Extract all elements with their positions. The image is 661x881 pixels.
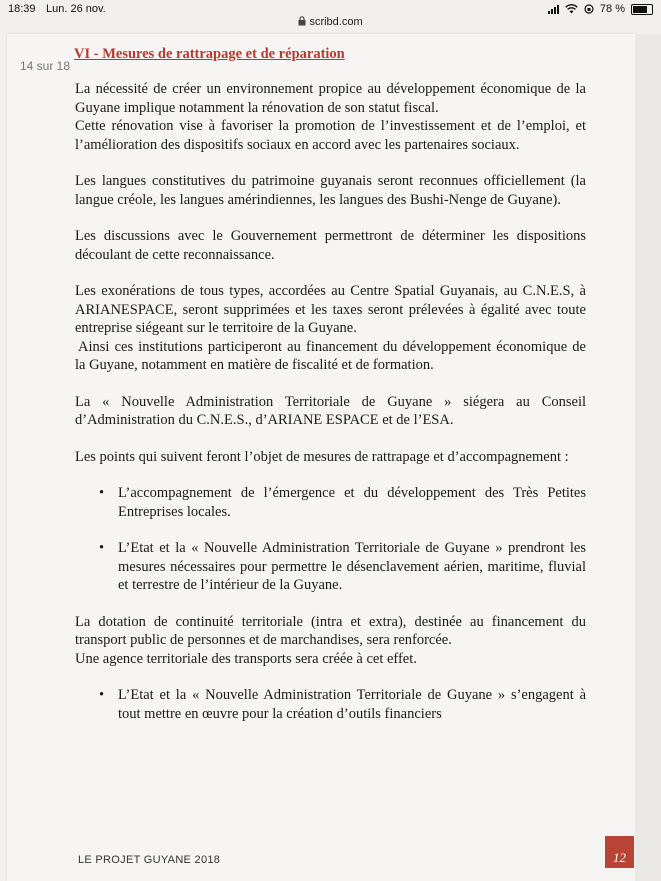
bullet-list	[75, 686, 586, 723]
bullet-list	[75, 484, 586, 521]
bullet-list	[75, 539, 586, 595]
paragraph: La nécessité de créer un environnement propice au développement économique de la Guyane implique notamment la rénovation de son statut fiscal.	[75, 81, 586, 116]
paragraph: Ainsi ces institutions participeront au financement du développement économique de la Guyane, notamment en matière de fiscalité et de formation.	[75, 338, 586, 373]
list-item-text: L’Etat et la « Nouvelle Administration Territoriale de Guyane » s’engagent à tout mettre en œuvre pour la création d’outils financiers	[118, 687, 586, 722]
paragraph: Les exonérations de tous types, accordées au Centre Spatial Guyanais, au C.N.E.S, à ARIANESPACE, seront supprimées et les taxes seront prélevées à égalité avec toute entreprise siégeant sur le territoire de la Guyane.	[75, 283, 586, 336]
paragraph: Cette rénovation vise à favoriser la promotion de l’investissement et de l’emploi, et l’amélioration des dispositifs sociaux en accord avec les partenaires sociaux.	[75, 118, 586, 153]
list-item-text: L’accompagnement de l’émergence et du développement des Très Petites Entreprises locales.	[118, 485, 586, 520]
status-time: 18:39	[8, 3, 36, 15]
section-heading: VI - Mesures de rattrapage et de réparation	[74, 46, 345, 62]
list-item	[75, 686, 586, 723]
battery-percent: 78 %	[599, 3, 625, 15]
bullet-icon: •	[99, 485, 105, 501]
list-item	[75, 539, 586, 595]
address-bar[interactable]	[0, 16, 661, 34]
page-number-badge: 12	[605, 836, 634, 868]
cellular-signal-icon	[548, 4, 559, 14]
page-footer: LE PROJET GUYANE 2018	[78, 854, 221, 866]
bullet-icon: •	[99, 540, 105, 556]
orientation-lock-icon	[584, 4, 594, 14]
status-date: Lun. 26 nov.	[46, 3, 106, 15]
wifi-icon	[565, 4, 578, 14]
list-item-text: L’Etat et la « Nouvelle Administration Territoriale de Guyane » prendront les mesures nécessaires pour permettre le désenclavement aérien, maritime, fluvial et terrestre de l’intérieur de la Guyane.	[118, 540, 586, 593]
status-right	[548, 3, 653, 15]
list-item	[75, 484, 586, 521]
scroll-area[interactable]	[635, 34, 661, 881]
address-host: scribd.com	[309, 16, 363, 28]
document-body	[75, 80, 586, 723]
paragraph: Les langues constitutives du patrimoine guyanais seront reconnues officiellement (la langue créole, les langues amérindiennes, les langues des Bushi-Nenge de Guyane).	[75, 173, 586, 208]
paragraph: Les discussions avec le Gouvernement permettront de déterminer les dispositions découlant de cette reconnaissance.	[75, 228, 586, 263]
page-counter: 14 sur 18	[20, 59, 71, 73]
lock-icon	[298, 16, 306, 26]
paragraph: La dotation de continuité territoriale (intra et extra), destinée au financement du transport public de personnes et de marchandises, sera renforcée.	[75, 613, 586, 648]
paragraph: Une agence territoriale des transports sera créée à cet effet.	[75, 650, 417, 667]
battery-icon	[631, 4, 653, 15]
paragraph: Les points qui suivent feront l’objet de mesures de rattrapage et d’accompagnement :	[75, 448, 569, 465]
bullet-icon: •	[99, 687, 105, 703]
paragraph: La « Nouvelle Administration Territoriale de Guyane » siégera au Conseil d’Administration du C.N.E.S., d’ARIANE ESPACE et de l’ESA.	[75, 393, 586, 428]
